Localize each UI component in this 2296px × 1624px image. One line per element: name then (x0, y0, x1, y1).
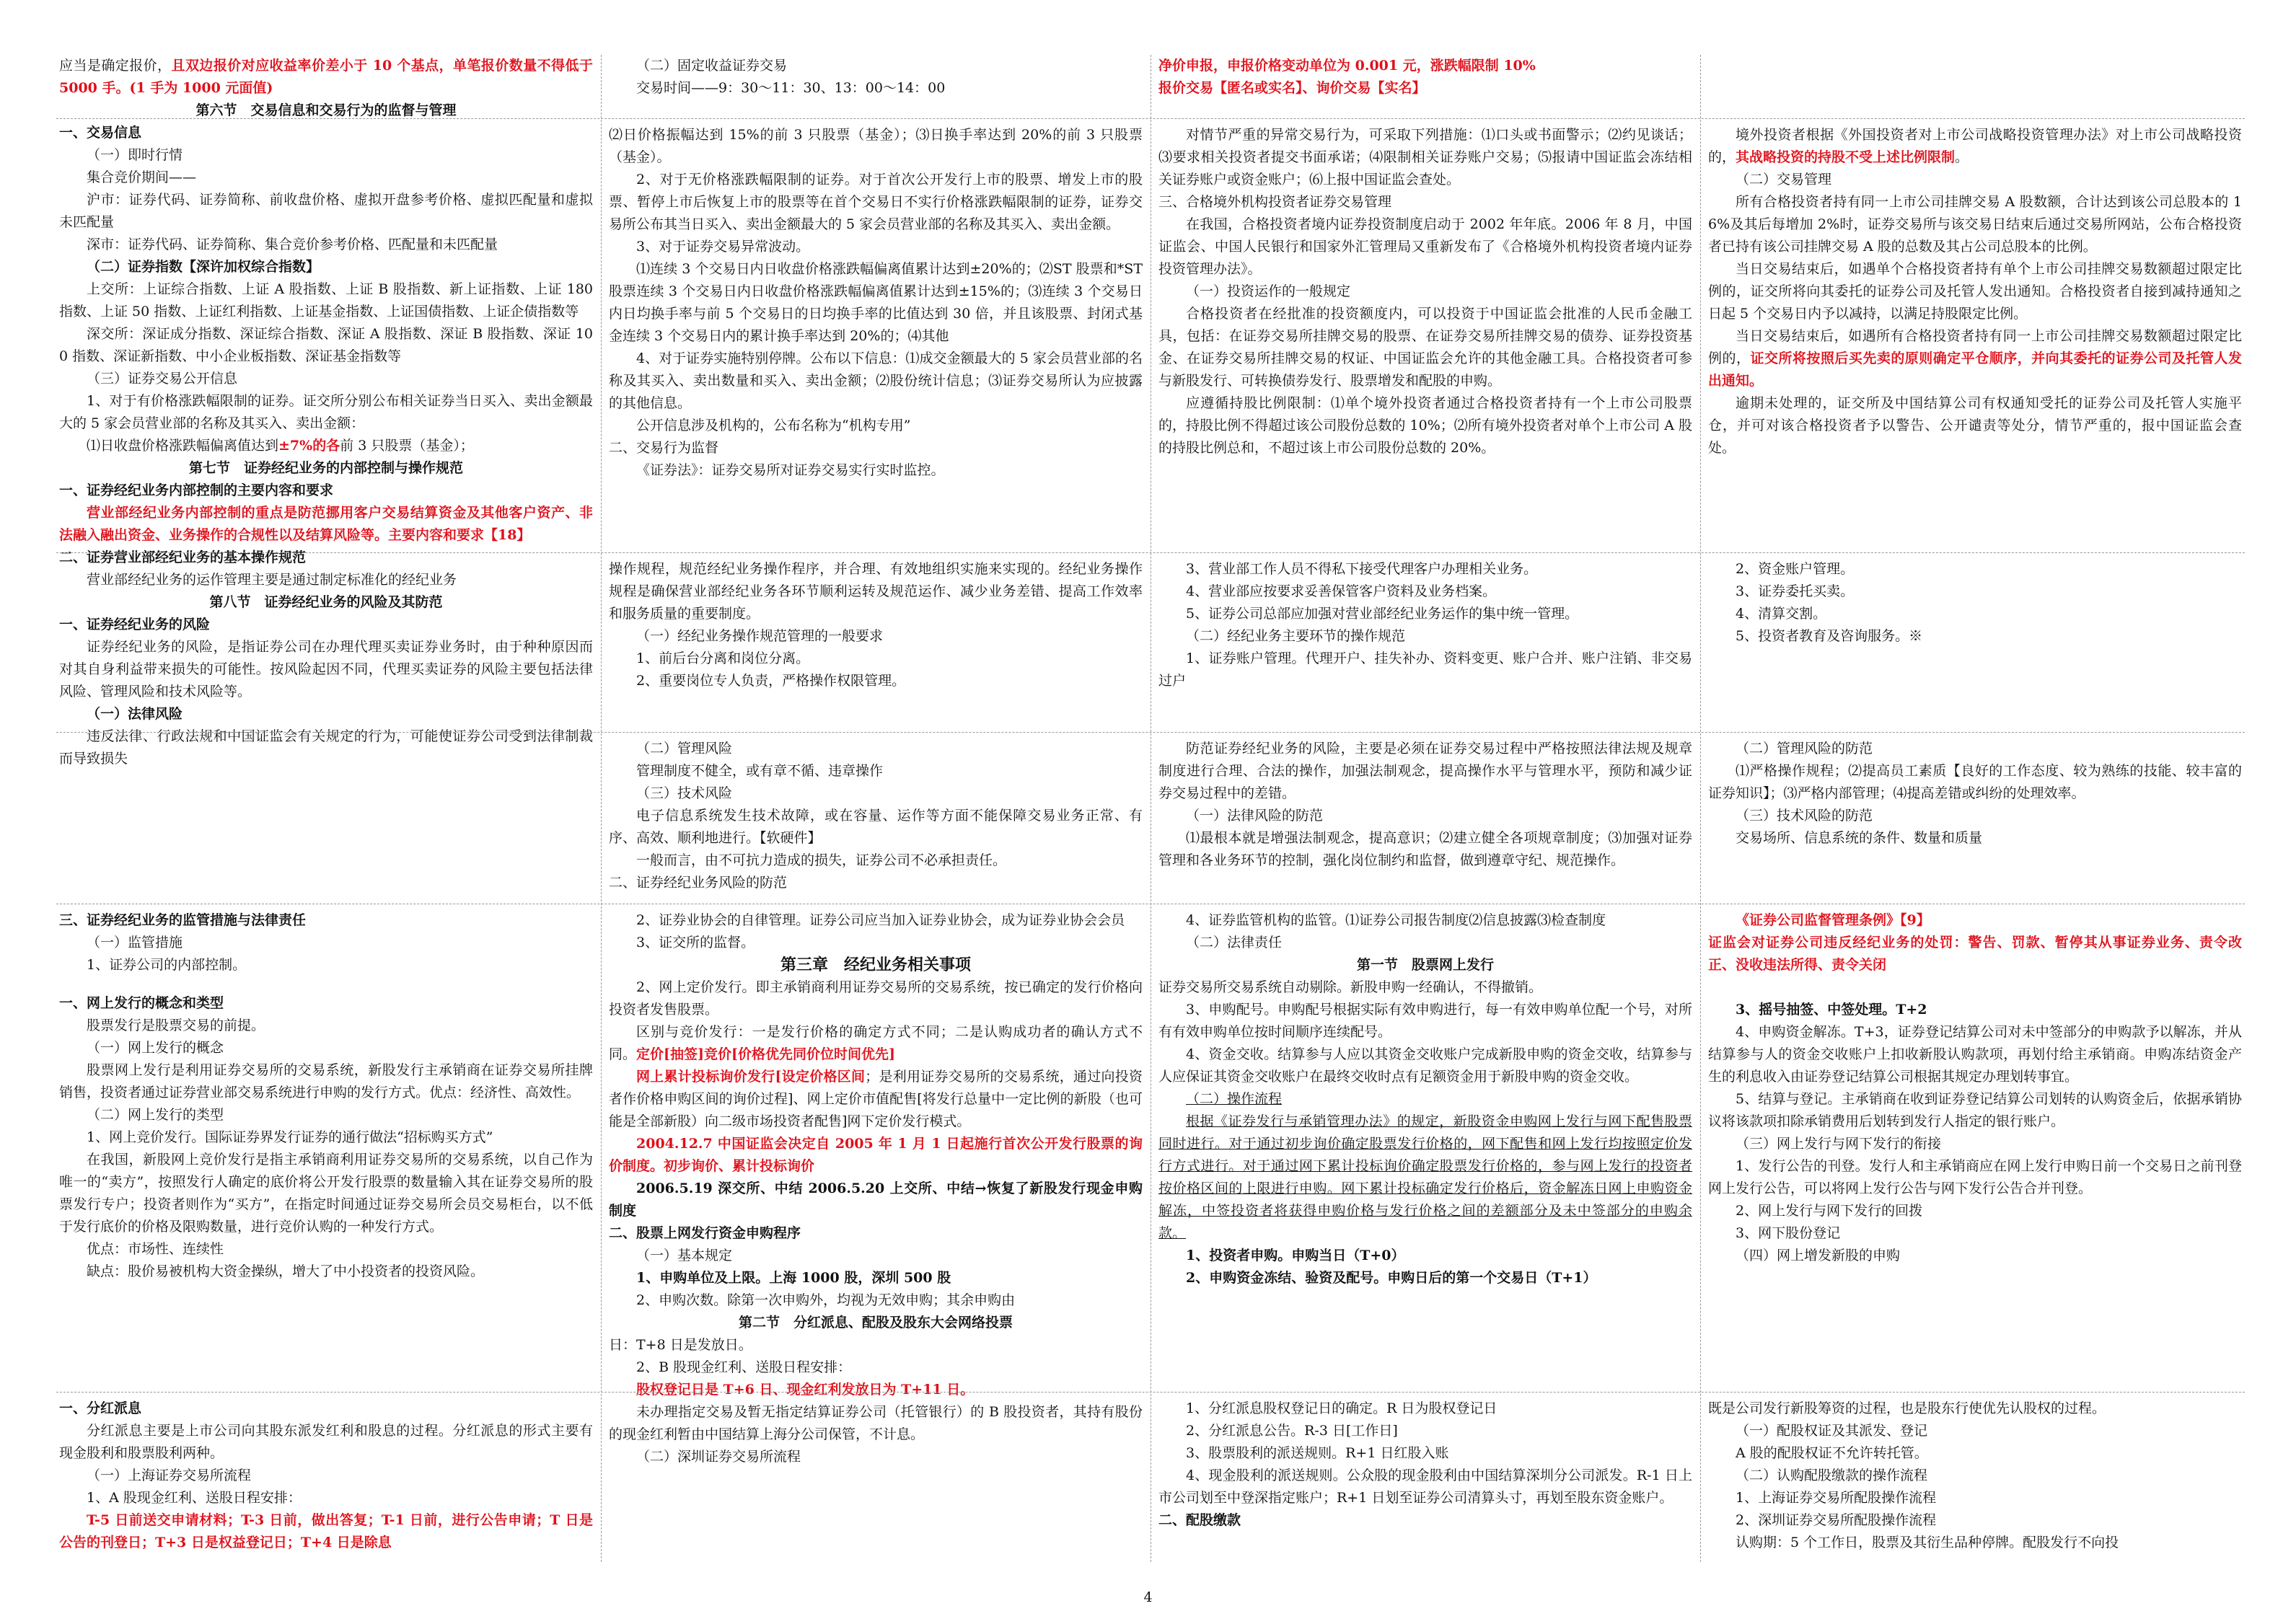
paragraph-highlight: 2004.12.7 中国证监会决定自 2005 年 1 月 1 日起施行首次公开发行股票的询价制度。初步询价、累计投标询价 (609, 1136, 1143, 1174)
col4-section-rights-issue (1705, 1398, 2245, 1554)
paragraph: 1、对于有价格涨跌幅限制的证券。证交所分别公布相关证券当日买入、卖出金额最大的 5 家会员营业部的名称及其买入、卖出金额： (59, 393, 593, 431)
col4-section-regulation (1705, 909, 2245, 1267)
paragraph: A 股的配股权证不允许转托管。 (1736, 1445, 1928, 1461)
paragraph: 5、投资者教育及咨询服务。※ (1736, 628, 1923, 644)
paragraph: 1、申购单位及上限。上海 1000 股，深圳 500 股 (636, 1270, 951, 1286)
col2-section-fixed-income (606, 55, 1145, 100)
paragraph: 2、资金账户管理。 (1736, 561, 1855, 577)
col3-section-qfii (1156, 124, 1695, 459)
col1-section-supervision (56, 909, 596, 976)
paragraph-highlight: 营业部经纪业务内部控制的重点是防范挪用客户交易结算资金及其他客户资产、非法融入融出资金、业务操作的合规性以及结算风险等。主要内容和要求【18】 (59, 505, 593, 543)
column-2 (606, 55, 1145, 1562)
paragraph-highlight: T-5 日前送交申请材料；T-3 日前，做出答复；T-1 日前，进行公告申请；T 日是公告的刊登日；T+3 日是权益登记日；T+4 日是除息 (59, 1512, 593, 1550)
paragraph: 4、营业部应按要求妥善保管客户资料及业务档案。 (1186, 583, 1497, 599)
paragraph: 1、分红派息股权登记日的确定。R 日为股权登记日 (1186, 1400, 1497, 1416)
column-1 (56, 55, 596, 1562)
heading: （一）上海证券交易所流程 (87, 1468, 252, 1483)
paragraph: 4、现金股利的派送规则。公众股的现金股利由中国结算深圳分公司派发。R-1 日上市公司划至中登深指定账户；R+1 日划至证券公司清算头寸，再划至股东资金账户。 (1158, 1468, 1692, 1506)
paragraph: 上交所：上证综合指数、上证 A 股指数、上证 B 股指数、新上证指数、上证 180 指数、上证 50 指数、上证红利指数、上证基金指数、上证国债指数、上证企债指数等 (59, 281, 593, 319)
paragraph: 一般而言，由不可抗力造成的损失，证券公司不必承担责任。 (636, 852, 1007, 868)
heading: （一）监管措施 (87, 935, 183, 950)
heading: （二）管理风险的防范 (1736, 741, 1873, 756)
heading: 三、合格境外机构投资者证券交易管理 (1158, 194, 1392, 210)
paragraph: 3、证交所的监督。 (636, 935, 755, 950)
paragraph: 违反法律、行政法规和中国证监会有关规定的行为，可能使证券公司受到法律制裁而导致损失 (59, 728, 593, 767)
heading: （一）配股权证及其派发、登记 (1736, 1423, 1928, 1439)
col4-section-strategic-investment (1705, 124, 2245, 459)
row-divider (56, 732, 2245, 733)
paragraph: 区别与竞价发行：一是发行价格的确定方式不同；二是认购成功者的确认方式不同。定价[抽签]竞价[价格优先同价位时间优先] (609, 1024, 1143, 1062)
heading: 二、证券经纪业务风险的防范 (609, 875, 788, 891)
paragraph: 2、网上定价发行。即主承销商利用证券交易所的交易系统，按已确定的发行价格向投资者发售股票。 (609, 979, 1143, 1018)
heading: （二）网上发行的类型 (87, 1107, 224, 1123)
paragraph: 股票网上发行是利用证券交易所的交易系统，新股发行主承销商在证券交易所挂牌销售，投资者通过证券营业部交易系统进行申购的发行方式。优点：经济性、高效性。 (59, 1062, 593, 1100)
paragraph: 2、分红派息公告。R-3 日[工作日] (1186, 1423, 1398, 1439)
paragraph-highlight: 报价交易【匿名或实名】、询价交易【实名】 (1158, 80, 1426, 96)
paragraph: 证券交易所交易系统自动剔除。新股申购一经确认，不得撤销。 (1158, 979, 1543, 995)
paragraph: 2、B 股现金红利、送股日程安排： (636, 1359, 852, 1375)
heading: （二）证券指数【深许加权综合指数】 (87, 259, 320, 275)
paragraph: 认购期：5 个工作日，股票及其衍生品种停牌。配股发行不向投 (1736, 1535, 2119, 1550)
paragraph: 1、上海证券交易所配股操作流程 (1736, 1490, 1937, 1506)
section-heading: 第八节 证券经纪业务的风险及其防范 (209, 594, 443, 610)
paragraph: 2、证券业协会的自律管理。证券公司应当加入证券业协会，成为证券业协会会员 (636, 912, 1125, 928)
heading: 一、分红派息 (59, 1400, 142, 1416)
heading: （三）技术风险的防范 (1736, 808, 1873, 824)
paragraph: 操作规程，规范经纪业务操作程序，并合理、有效地组织实施来实现的。经纪业务操作规程是确保营业部经纪业务各环节顺利运转及规范运作、减少业务差错、提高工作效率和服务质量的重要制度。 (609, 561, 1143, 622)
heading: （三）证券交易公开信息 (87, 371, 238, 387)
heading: （二）认购配股缴款的操作流程 (1736, 1468, 1928, 1483)
paragraph: 应当是确定报价，且双边报价对应收益率价差小于 10 个基点，单笔报价数量不得低于 5000 手。(1 手为 1000 元面值) (59, 58, 593, 96)
heading: （三）技术风险 (636, 785, 733, 801)
heading: 一、交易信息 (59, 125, 142, 141)
paragraph: 深交所：深证成分指数、深证综合指数、深证 A 股指数、深证 B 股指数、深证 100 指数、深证新指数、中小企业板指数、深证基金指数等 (59, 326, 593, 364)
paragraph: 1、前后台分离和岗位分离。 (636, 650, 810, 666)
row-divider (56, 118, 2245, 119)
heading: （一）法律风险 (87, 706, 183, 722)
paragraph: 沪市：证券代码、证券简称、前收盘价格、虚拟开盘参考价格、虚拟匹配量和虚拟未匹配量 (59, 192, 593, 230)
paragraph: 2、申购次数。除第一次申购外，均视为无效申购；其余申购由 (636, 1292, 1016, 1308)
paragraph: 1、证券账户管理。代理开户、挂失补办、资料变更、账户合并、账户注销、非交易过户 (1158, 650, 1692, 689)
paragraph: 3、股票股利的派送规则。R+1 日红股入账 (1186, 1445, 1449, 1461)
paragraph: 既是公司发行新股筹资的过程，也是股东行使优先认股权的过程。 (1708, 1400, 2106, 1416)
paragraph: 2、对于无价格涨跌幅限制的证券。对于首次公开发行上市的股票、增发上市的股票、暂停上市后恢复上市的股票等在首个交易日不实行价格涨跌幅限制的证券，证券交易所公布其当日买入、卖出金额最大的 5 家会员营业部的名称及其买入、卖出金额。 (609, 172, 1143, 232)
paragraph: ⑴严格操作规程；⑵提高员工素质【良好的工作态度、较为熟练的技能、较丰富的证券知识】；⑶严格内部管理；⑷提高差错或纠纷的处理效率。 (1708, 763, 2242, 801)
paragraph: 1、投资者申购。申购当日（T+0） (1186, 1248, 1405, 1263)
paragraph: 电子信息系统发生技术故障，或在容量、运作等方面不能保障交易业务正常、有序、高效、顺利地进行。【软硬件】 (609, 808, 1143, 846)
highlight: 定价[抽签]竞价[价格优先同价位时间优先] (636, 1046, 895, 1062)
heading: 一、网上发行的概念和类型 (59, 995, 224, 1011)
col3-section-shenzhen-dividend (1156, 1398, 1695, 1532)
paragraph: 3、对于证券交易异常波动。 (636, 239, 810, 255)
paragraph: ⑴连续 3 个交易日内日收盘价格涨跌幅偏离值累计达到±20%的；⑵ST 股票和*ST 股票连续 3 个交易日内日收盘价格涨跌幅偏离值累计达到±15%的；⑶连续 3 个交易日内日均换手率与前 5 个交易日的日均换手率的比值达到 30 倍，并且该股票、封闭式基金连续 3 个交易日内的累计换手率达到 20%的；⑷其他 (609, 261, 1143, 344)
paragraph: ⑴日收盘价格涨跌幅偏离值达到±7%的各前 3 只股票（基金）； (87, 438, 474, 454)
paragraph: 3、申购配号。申购配号根据实际有效申购进行，每一有效申购单位配一个号，对所有有效申购单位按时间顺序连续配号。 (1158, 1002, 1692, 1040)
row-divider (56, 1392, 2245, 1393)
highlight: 且双边报价对应收益率价差小于 10 个基点，单笔报价数量不得低于 5000 手。(1 手为 1000 元面值) (59, 58, 593, 96)
paragraph: 5、结算与登记。主承销商在收到证券登记结算公司划转的认购资金后，依据承销协议将该款项扣除承销费用后划转到发行人指定的银行账户。 (1708, 1091, 2242, 1129)
col2-section-operation-rules (606, 558, 1145, 692)
section-heading: 第一节 股票网上发行 (1356, 957, 1494, 973)
row-divider (56, 552, 2245, 553)
paragraph: 4、对于证券实施特别停牌。公布以下信息：⑴成交金额最大的 5 家会员营业部的名称及其买入、卖出数量和买入、卖出金额；⑵股份统计信息；⑶证券交易所认为应披露的其他信息。 (609, 350, 1143, 411)
paragraph: 2、深圳证券交易所配股操作流程 (1736, 1512, 1937, 1528)
heading: （一）基本规定 (636, 1248, 733, 1263)
page (56, 55, 2245, 1562)
paragraph: 3、营业部工作人员不得私下接受代理客户办理相关业务。 (1186, 561, 1538, 577)
paragraph: 4、清算交割。 (1736, 606, 1827, 622)
heading: （二）深圳证券交易所流程 (636, 1449, 801, 1465)
paragraph: 当日交易结束后，如遇单个合格投资者持有单个上市公司挂牌交易数额超过限定比例的，证交所将向其委托的证券公司及托管人发出通知。合格投资者自接到减持通知之日起 5 个交易日内予以减持，以满足持股限定比例。 (1708, 261, 2242, 322)
column-3 (1156, 55, 1695, 1562)
heading: 二、交易行为监督 (609, 440, 719, 456)
col3-section-net-price (1156, 55, 1695, 100)
paragraph: 公开信息涉及机构的，公布名称为“机构专用” (636, 418, 911, 433)
paragraph: 交易场所、信息系统的条件、数量和质量 (1736, 830, 1983, 846)
heading: （二）交易管理 (1736, 172, 1832, 187)
col1-section-online-issue (56, 992, 596, 1283)
page-number: 4 (1143, 1589, 1153, 1605)
heading: （一）经纪业务操作规范管理的一般要求 (636, 628, 884, 644)
heading: （四）网上增发新股的申购 (1736, 1248, 1901, 1263)
paragraph: 缺点：股价易被机构大资金操纵，增大了中小投资者的投资风险。 (87, 1263, 485, 1279)
paragraph: 网上累计投标询价发行[设定价格区间；是利用证券交易所的交易系统，通过向投资者作价格申购区间的询价过程]、网上定价市值配售[将发行总量中一定比例的新股（也可能是全部新股）向二级市场投资者配售]网下定价发行模式。 (609, 1069, 1143, 1129)
heading: （三）网上发行与网下发行的衔接 (1736, 1136, 1942, 1152)
paragraph: ⑴最根本就是增强法制观念，提高意识；⑵建立健全各项规章制度；⑶加强对证券管理和各业务环节的控制，强化岗位制约和监督，做到遵章守纪、规范操作。 (1158, 830, 1692, 868)
highlight: 证交所将按照后买先卖的原则确定平仓顺序，并向其委托的证券公司及托管人发出通知。 (1708, 350, 2242, 389)
paragraph: 4、证券监管机构的监管。⑴证券公司报告制度⑵信息披露⑶检查制度 (1186, 912, 1606, 928)
paragraph: 应遵循持股比例限制：⑴单个境外投资者通过合格投资者持有一个上市公司股票的，持股比例不得超过该公司股份总数的 10%；⑵所有境外投资者对单个上市公司 A 股的持股比例总和，不超过该上市公司股份总数的 20%。 (1158, 395, 1692, 456)
paragraph: 所有合格投资者持有同一上市公司挂牌交易 A 股数额，合计达到该公司总股本的 16%及其后每增加 2%时，证券交易所与该交易日结束后通过交易所网站，公布合格投资者已持有该公司挂牌交易 A 股的总数及其占公司总股本的比例。 (1708, 194, 2242, 255)
paragraph: 根据《证券发行与承销管理办法》的规定，新股资金申购网上发行与网下配售股票同时进行。对于通过初步询价确定股票发行价格的，网下配售和网上发行均按照定价发行方式进行。对于通过网下累计投标询价确定股票发行价格的，参与网上发行的投资者按价格区间的上限进行申购。网下累计投标确定发行价格后，资金解冻日网上申购资金解冻，中签投资者将获得申购价格与发行价格之间的差额部分及未中签部分的申购余款。 (1158, 1113, 1692, 1241)
paragraph: 1、网上竞价发行。国际证券界发行证券的通行做法“招标购买方式” (87, 1129, 493, 1145)
paragraph: 营业部经纪业务的运作管理主要是通过制定标准化的经纪业务 (87, 572, 457, 588)
highlight: ±7%的各 (278, 438, 340, 454)
paragraph: 优点：市场性、连续性 (87, 1241, 224, 1257)
paragraph-highlight: 股权登记日是 T+6 日、现金红利发放日为 T+11 日。 (636, 1382, 975, 1398)
paragraph: 3、摇号抽签、中签处理。T+2 (1736, 1002, 1927, 1018)
paragraph-highlight: 净价申报，申报价格变动单位为 0.001 元，涨跌幅限制 10% (1158, 58, 1536, 74)
col1-section-trading-info (56, 55, 596, 770)
paragraph: 日：T+8 日是发放日。 (609, 1337, 752, 1353)
paragraph: 5、证券公司总部应加强对营业部经纪业务运作的集中统一管理。 (1186, 606, 1579, 622)
heading: （一）即时行情 (87, 147, 183, 163)
heading: （二）管理风险 (636, 741, 733, 756)
paragraph: 3、网下股份登记 (1736, 1225, 1841, 1241)
paragraph: 2006.5.19 深交所、中结 2006.5.20 上交所、中结→恢复了新股发行现金申购制度 (609, 1181, 1143, 1219)
paragraph-highlight: 《证券公司监督管理条例》【9】 (1736, 912, 1930, 928)
paragraph: 2、网上发行与网下发行的回拨 (1736, 1203, 1923, 1219)
paragraph: 在我国，合格投资者境内证券投资制度启动于 2002 年年底。2006 年 8 月，中国证监会、中国人民银行和国家外汇管理局又重新发布了《合格境外机构投资者境内证券投资管理办法》。 (1158, 216, 1692, 277)
paragraph: 对情节严重的异常交易行为，可采取下列措施：⑴口头或书面警示；⑵约见谈话；⑶要求相关投资者提交书面承诺；⑷限制相关证券账户交易；⑸报请中国证监会冻结相关证券账户或资金账户；⑹上报中国证监会查处。 (1158, 127, 1692, 187)
paragraph: 1、发行公告的刊登。发行人和主承销商应在网上发行申购日前一个交易日之前刊登网上发行公告，可以将网上发行公告与网下发行公告合并刊登。 (1708, 1158, 2242, 1196)
heading: （二）经纪业务主要环节的操作规范 (1186, 628, 1406, 644)
section-heading: 第六节 交易信息和交易行为的监督与管理 (195, 102, 457, 118)
paragraph: 3、证券委托买卖。 (1736, 583, 1855, 599)
col2-section-public-info (606, 124, 1145, 482)
heading: 一、证券经纪业务的风险 (59, 617, 211, 632)
paragraph: 《证券法》：证券交易所对证券交易实行实时监控。 (636, 462, 945, 478)
column-divider (1700, 55, 1701, 1562)
heading: 一、证券经纪业务内部控制的主要内容和要求 (59, 482, 334, 498)
paragraph: 交易时间——9：30～11：30、13：00～14：00 (636, 80, 946, 96)
paragraph: 分红派息主要是上市公司向其股东派发红利和股息的过程。分红派息的形式主要有现金股利和股票股利两种。 (59, 1423, 593, 1461)
section-heading: 第七节 证券经纪业务的内部控制与操作规范 (188, 460, 463, 476)
paragraph: 集合竞价期间—— (87, 169, 197, 185)
heading: 二、证券营业部经纪业务的基本操作规范 (59, 550, 307, 565)
heading: （二）固定收益证券交易 (636, 58, 788, 74)
paragraph: 2、重要岗位专人负责，严格操作权限管理。 (636, 673, 906, 689)
paragraph-highlight: 证监会对证券公司违反经纪业务的处罚：警告、罚款、暂停其从事证券业务、责令改正、没收违法所得、责令关闭 (1708, 935, 2242, 973)
highlight: 其战略投资的持股不受上述比例限制 (1736, 149, 1956, 165)
col3-section-operation-rules (1156, 558, 1695, 692)
paragraph: 1、A 股现金红利、送股日程安排： (87, 1490, 302, 1506)
heading: （一）法律风险的防范 (1186, 808, 1324, 824)
heading: 三、证券经纪业务的监管措施与法律责任 (59, 912, 307, 928)
col1-section-dividend (56, 1398, 596, 1554)
col4-section-management-risk (1705, 738, 2245, 849)
paragraph: 4、申购资金解冻。T+3，证券登记结算公司对未中签部分的申购款予以解冻，并从结算参与人的资金交收账户上扣收新股认购款项，再划付给主承销商。申购冻结资金产生的利息收入由证券登记结算公司根据其规定办理划转事宜。 (1708, 1024, 2242, 1085)
paragraph: 合格投资者在经批准的投资额度内，可以投资于中国证监会批准的人民币金融工具，包括：在证券交易所挂牌交易的股票、在证券交易所挂牌交易的债券、证券投资基金、在证券交易所挂牌交易的权证、中国证监会允许的其他金融工具。合格投资者可参与新股发行、可转换债券发行、股票增发和配股的申购。 (1158, 306, 1692, 389)
paragraph: 4、资金交收。结算参与人应以其资金交收账户完成新股申购的资金交收，结算参与人应保证其资金交收账户在最终交收时点有足额资金用于新股申购的资金交收。 (1158, 1046, 1692, 1085)
heading: （二）操作流程 (1186, 1091, 1283, 1107)
paragraph: 防范证券经纪业务的风险，主要是必须在证券交易过程中严格按照法律法规及规章制度进行合理、合法的操作，加强法制观念，提高操作水平与管理水平，预防和减少证券交易过程中的差错。 (1158, 741, 1692, 801)
heading: （一）网上发行的概念 (87, 1040, 224, 1056)
paragraph: 深市：证券代码、证券简称、集合竞价参考价格、匹配量和未匹配量 (87, 237, 498, 252)
heading: 二、配股缴款 (1158, 1512, 1241, 1528)
heading: （二）法律责任 (1186, 935, 1283, 950)
heading: 二、股票上网发行资金申购程序 (609, 1225, 801, 1241)
section-heading: 第二节 分红派息、配股及股东大会网络投票 (738, 1315, 1013, 1330)
col3-section-risk-prevention (1156, 738, 1695, 872)
col4-section-account (1705, 558, 2245, 648)
column-divider (601, 55, 602, 1562)
paragraph: 股票发行是股票交易的前提。 (87, 1018, 265, 1033)
col3-section-online-subscription (1156, 909, 1695, 1289)
paragraph: 未办理指定交易及暂无指定结算证券公司（托管银行）的 B 股投资者，其持有股份的现金红利暂由中国结算上海分公司保管，不计息。 (609, 1404, 1143, 1442)
paragraph: 境外投资者根据《外国投资者对上市公司战略投资管理办法》对上市公司战略投资的，其战略投资的持股不受上述比例限制。 (1708, 127, 2242, 165)
paragraph: 在我国，新股网上竞价发行是指主承销商利用证券交易所的交易系统，以自己作为唯一的“卖方”，按照发行人确定的底价将公开发行股票的数量输入其在证券交易所的股票发行专户；投资者则作为“买方”，在指定时间通过证券交易所会员交易柜台，以不低于发行底价的价格及限购数量，进行竞价认购的一种发行方式。 (59, 1152, 593, 1235)
col2-section-chapter3 (606, 909, 1145, 1468)
highlight: 网上累计投标询价发行[设定价格区间 (636, 1069, 866, 1085)
paragraph: ⑵日价格振幅达到 15%的前 3 只股票（基金）；⑶日换手率达到 20%的前 3 只股票（基金）。 (609, 127, 1143, 165)
heading: （一）投资运作的一般规定 (1186, 283, 1351, 299)
column-4 (1705, 55, 2245, 1562)
paragraph: 逾期未处理的，证交所及中国结算公司有权通知受托的证券公司及托管人实施平仓，并可对该合格投资者予以警告、公开谴责等处分，情节严重的，报中国证监会查处。 (1708, 395, 2242, 456)
paragraph: 当日交易结束后，如遇所有合格投资者持有同一上市公司挂牌交易数额超过限定比例的，证交所将按照后买先卖的原则确定平仓顺序，并向其委托的证券公司及托管人发出通知。 (1708, 328, 2242, 389)
paragraph: 证券经纪业务的风险，是指证券公司在办理代理买卖证券业务时，由于种种原因而对其自身利益带来损失的可能性。按风险起因不同，代理买卖证券的风险主要包括法律风险、管理风险和技术风险等。 (59, 639, 593, 700)
paragraph: 1、证券公司的内部控制。 (87, 957, 247, 973)
paragraph: 管理制度不健全，或有章不循、违章操作 (636, 763, 884, 779)
chapter-title: 第三章 经纪业务相关事项 (780, 956, 971, 974)
paragraph: 2、申购资金冻结、验资及配号。申购日后的第一个交易日（T+1） (1186, 1270, 1597, 1286)
col2-section-risk (606, 738, 1145, 894)
